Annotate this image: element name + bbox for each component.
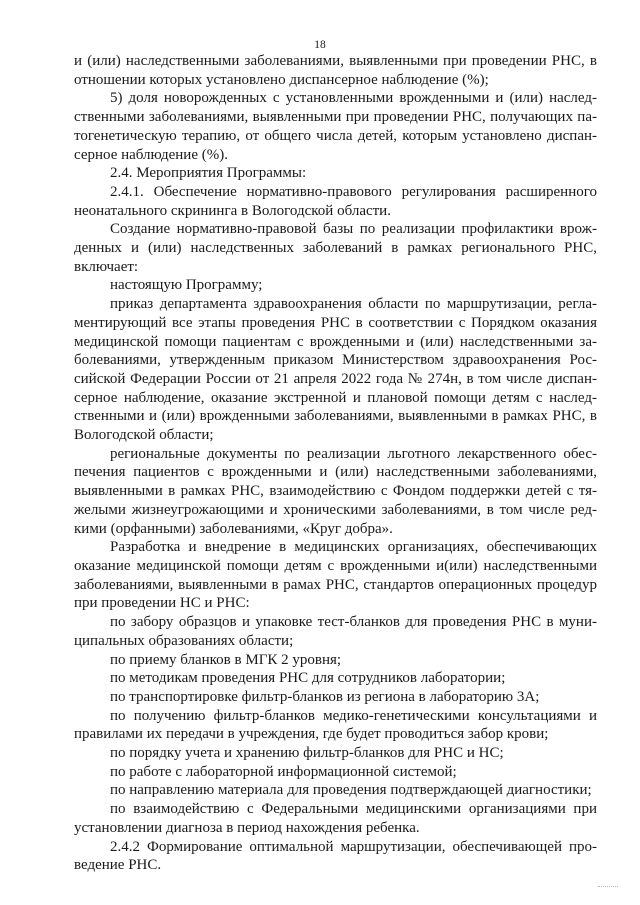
paragraph-1: и (или) наследственными заболеваниями, выявленными при проведении РНС, в отношении которых установлено диспансерное наблюдение (%);	[74, 53, 597, 88]
document-body	[74, 52, 597, 875]
paragraph-2: 5) доля новорожденных с установленными врожденными и (или) наследственными заболеваниями, выявленными при проведении РНС, получающих патогенетическую терапию, от общего числа детей, которым установлено диспансерное наблюдение (%).	[74, 90, 597, 163]
subsection-heading-2-4-1: 2.4.1. Обеспечение нормативно-правового регулирования расширенного неонатального скрининга в Вологодской области.	[74, 183, 597, 219]
paragraph-5: Создание нормативно-правовой базы по реализации профилактики врожденных и (или) наследственных заболеваний в рамках регионального РНС, включает:	[74, 221, 597, 275]
section-heading-2-4: 2.4. Мероприятия Программы:	[110, 165, 307, 182]
list-item-methods: по методикам проведения РНС для сотрудников лаборатории;	[110, 670, 506, 687]
list-item-federal: по взаимодействию с Федеральными медицинскими организациями при установлении диагноза в период нахождения ребенка.	[74, 801, 597, 836]
list-item-regional-documents: региональные документы по реализации льготного лекарственного обеспечения пациентов с врожденными и (или) наследственными заболеваниями, выявленными в рамках РНС, взаимодействию с Фондом поддержки детей с тяжелыми жизнеугрожающими и хроническими заболеваниями, в том числе редкими (орфанными) заболеваниями, «Круг добра».	[74, 445, 597, 537]
list-item-program: настоящую Программу;	[110, 277, 263, 294]
list-item-order: приказ департамента здравоохранения области по маршрутизации, регламентирующий все этапы проведения РНС в соответствии с Порядком оказания медицинской помощи пациентам с врожденными и (или) наследственными заболеваниями, утвержденным приказом Министерством здравоохранения Российской Федерации России от 21 апреля 2022 года № 274н, в том числе диспансерное наблюдение, оказание экстренной и плановой помощи детям с наследственными и (или) врожденными заболеваниями, выявленными в рамках РНС, в Вологодской области;	[74, 296, 597, 444]
scan-mark	[598, 886, 618, 891]
list-item-referral: по направлению материала для проведения подтверждающей диагностики;	[110, 782, 592, 799]
list-item-lis: по работе с лабораторной информационной системой;	[110, 763, 457, 780]
subsection-heading-2-4-2: 2.4.2 Формирование оптимальной маршрутизации, обеспечивающей проведение РНС.	[74, 838, 597, 874]
list-item-storage: по порядку учета и хранению фильтр-бланков для РНС и НС;	[110, 745, 504, 762]
list-item-transport: по транспортировке фильтр-бланков из региона в лабораторию 3А;	[110, 688, 540, 705]
page-number: 18	[314, 39, 326, 51]
list-item-receiving-blanks: по получению фильтр-бланков медико-генетическими консультациями и правилами их передачи в учреждения, где будет проводиться забор крови;	[74, 707, 597, 743]
list-item-blank-reception: по приему бланков в МГК 2 уровня;	[110, 651, 342, 668]
list-item-sample-collection: по забору образцов и упаковке тест-бланков для проведения РНС в муниципальных образованиях области;	[74, 614, 597, 649]
paragraph-9: Разработка и внедрение в медицинских организациях, обеспечивающих оказание медицинской помощи детям с врожденными и(или) наследственными заболеваниями, выявленными в рамах РНС, стандартов операционных процедур при проведении НС и РНС:	[74, 539, 597, 612]
